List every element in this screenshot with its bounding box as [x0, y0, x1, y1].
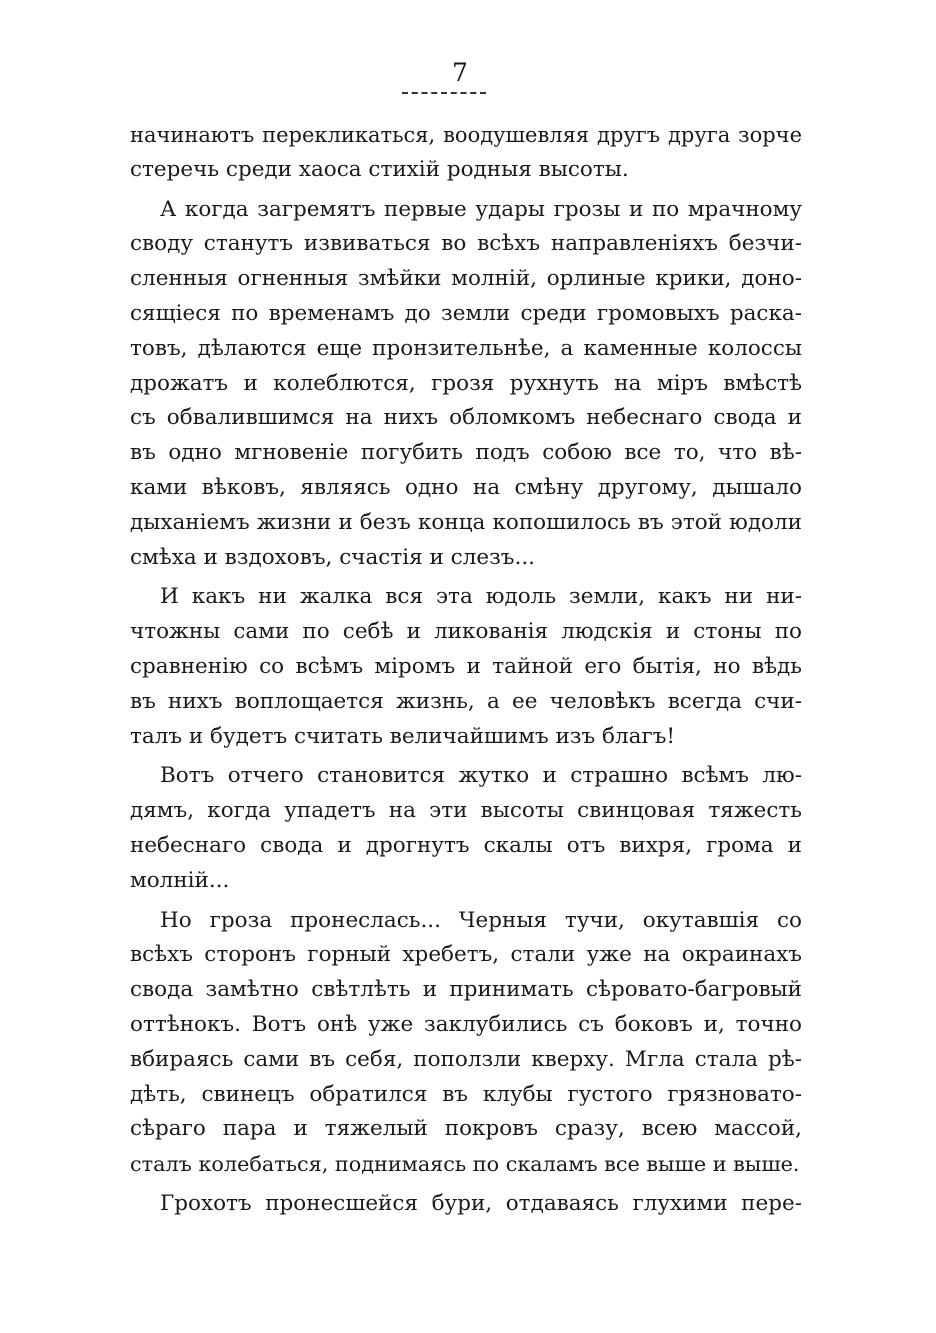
- body-text: [130, 118, 802, 1222]
- text-line: стеречь среди хаоса стихій родныя высоты.: [130, 156, 629, 182]
- text-line: дямъ, когда упадетъ на эти высоты свинцовая тяжесть: [130, 798, 802, 824]
- text-line: свода замѣтно свѣтлѣть и принимать сѣровато-багровый: [130, 977, 802, 1003]
- text-line: вбираясь сами въ себя, поползли кверху. Мгла стала рѣ-: [130, 1046, 802, 1072]
- paragraph: [130, 904, 802, 1182]
- text-line: въ нихъ воплощается жизнь, а ее человѣкъ всегда счи-: [130, 688, 802, 714]
- text-line: Вотъ отчего становится жутко и страшно всѣмъ лю-: [160, 763, 802, 789]
- text-line: дыханіемъ жизни и безъ конца копошилось въ этой юдоли: [130, 509, 802, 535]
- paragraph: [130, 580, 802, 754]
- page-number-rule: [402, 92, 486, 94]
- text-line: сящіеся по временамъ до земли среди громовыхъ раска-: [130, 300, 802, 326]
- page-number: 7: [452, 58, 468, 87]
- text-line: сталъ колебаться, поднимаясь по скаламъ все выше и выше.: [130, 1152, 800, 1177]
- text-line: въ одно мгновеніе погубить подъ собою все то, что вѣ-: [130, 440, 802, 466]
- text-line: товъ, дѣлаются еще пронзительнѣе, а каменные колоссы: [130, 335, 802, 361]
- text-line: всѣхъ сторонъ горный хребетъ, стали уже на окраинахъ: [130, 942, 802, 968]
- text-line: дѣть, свинецъ обратился въ клубы густого грязновато-: [130, 1081, 802, 1107]
- paragraph: [130, 1187, 802, 1222]
- text-line: начинаютъ перекликаться, воодушевляя другъ друга зорче: [130, 123, 802, 147]
- text-line: А когда загремятъ первые удары грозы и по мрачному: [160, 196, 802, 222]
- text-line: съ обвалившимся на нихъ обломкомъ небеснаго свода и: [130, 405, 802, 431]
- paragraph: [130, 118, 802, 188]
- text-line: талъ и будетъ считать величайшимъ изъ благъ!: [130, 723, 676, 749]
- paragraph: [130, 193, 802, 576]
- text-line: дрожатъ и колеблются, грозя рухнуть на міръ вмѣстѣ: [130, 370, 802, 396]
- text-line: сленныя огненныя змѣйки молній, орлиные крики, доно-: [130, 266, 802, 292]
- text-line: сравненію со всѣмъ міромъ и тайной его бытія, но вѣдь: [130, 653, 802, 679]
- text-line: своду станутъ извиваться во всѣхъ направленіяхъ безчи-: [130, 231, 802, 257]
- text-line: сѣраго пара и тяжелый покровъ сразу, всею массой,: [130, 1116, 802, 1142]
- text-line: чтожны сами по себѣ и ликованія людскія и стоны по: [130, 619, 802, 645]
- text-line: небеснаго свода и дрогнутъ скалы отъ вихря, грома и: [130, 832, 802, 858]
- text-line: И какъ ни жалка вся эта юдоль земли, какъ ни ни-: [160, 584, 802, 610]
- text-line: оттѣнокъ. Вотъ онѣ уже заклубились съ боковъ и, точно: [130, 1011, 802, 1037]
- text-line: ками вѣковъ, являясь одно на смѣну другому, дышало: [130, 474, 802, 500]
- text-line: смѣха и вздоховъ, счастія и слезъ...: [130, 544, 535, 570]
- text-line: молній...: [130, 867, 230, 893]
- paragraph: [130, 759, 802, 898]
- text-line: Грохотъ пронесшейся бури, отдаваясь глухими пере-: [160, 1190, 802, 1216]
- text-line: Но гроза пронеслась... Черныя тучи, окутавшія со: [160, 907, 802, 933]
